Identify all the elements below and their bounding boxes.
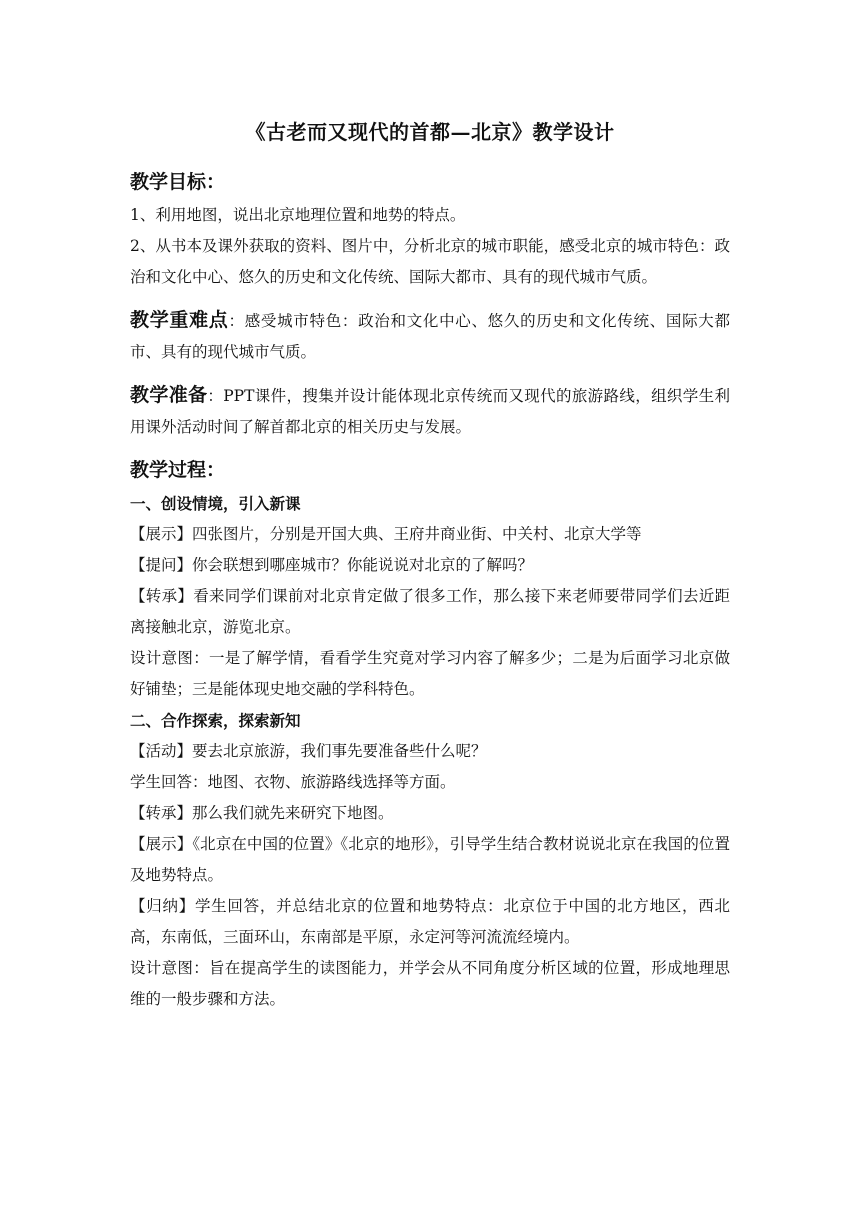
section2-paragraph: 【转承】那么我们就先来研究下地图。 <box>130 804 394 822</box>
section1-paragraph: 【提问】你会联想到哪座城市？你能说说对北京的了解吗？ <box>130 556 534 574</box>
section2-paragraph: 【归纳】学生回答，并总结北京的位置和地势特点：北京位于中国的北方地区，西北高，东南低，三面环山，东南部是平原，永定河等河流流经境内。 <box>130 897 730 946</box>
preparation-paragraph <box>130 380 730 443</box>
section2-paragraph: 学生回答：地图、衣物、旅游路线选择等方面。 <box>130 773 456 791</box>
section1-heading: 一、创设情境，引入新课 <box>130 494 301 513</box>
document-body <box>130 116 730 1015</box>
section2-paragraph: 【展示】《北京在中国的位置》《北京的地形》，引导学生结合教材说说北京在我国的位置及地势特点。 <box>130 835 730 884</box>
key-points-paragraph <box>130 305 730 368</box>
section2-heading: 二、合作探索，探索新知 <box>130 711 301 730</box>
process-heading: 教学过程： <box>130 459 226 481</box>
key-points-label: 教学重难点 <box>130 309 229 331</box>
objectives-heading: 教学目标： <box>130 171 226 193</box>
section2-paragraph: 【活动】要去北京旅游，我们事先要准备些什么呢？ <box>130 742 487 760</box>
objective-item-2: 2、从书本及课外获取的资料、图片中，分析北京的城市职能，感受北京的城市特色：政治和文化中心、悠久的历史和文化传统、国际大都市、具有的现代城市气质。 <box>130 237 730 286</box>
section2-paragraph: 设计意图：旨在提高学生的读图能力，并学会从不同角度分析区域的位置，形成地理思维的一般步骤和方法。 <box>130 959 730 1008</box>
section1-paragraph: 【展示】四张图片，分别是开国大典、王府井商业街、中关村、北京大学等 <box>130 525 642 543</box>
section1-paragraph: 设计意图：一是了解学情，看看学生究竟对学习内容了解多少；二是为后面学习北京做好铺垫；三是能体现史地交融的学科特色。 <box>130 649 730 698</box>
preparation-text: ：PPT课件，搜集并设计能体现北京传统而又现代的旅游路线，组织学生利用课外活动时间了解首都北京的相关历史与发展。 <box>130 387 730 436</box>
document-title: 《古老而又现代的首都—北京》教学设计 <box>245 120 615 144</box>
objective-item-1: 1、利用地图，说出北京地理位置和地势的特点。 <box>130 206 466 224</box>
preparation-label: 教学准备 <box>130 384 208 406</box>
key-points-text: ：感受城市特色：政治和文化中心、悠久的历史和文化传统、国际大都市、具有的现代城市气质。 <box>130 312 730 361</box>
section1-paragraph: 【转承】看来同学们课前对北京肯定做了很多工作，那么接下来老师要带同学们去近距离接触北京，游览北京。 <box>130 587 730 636</box>
